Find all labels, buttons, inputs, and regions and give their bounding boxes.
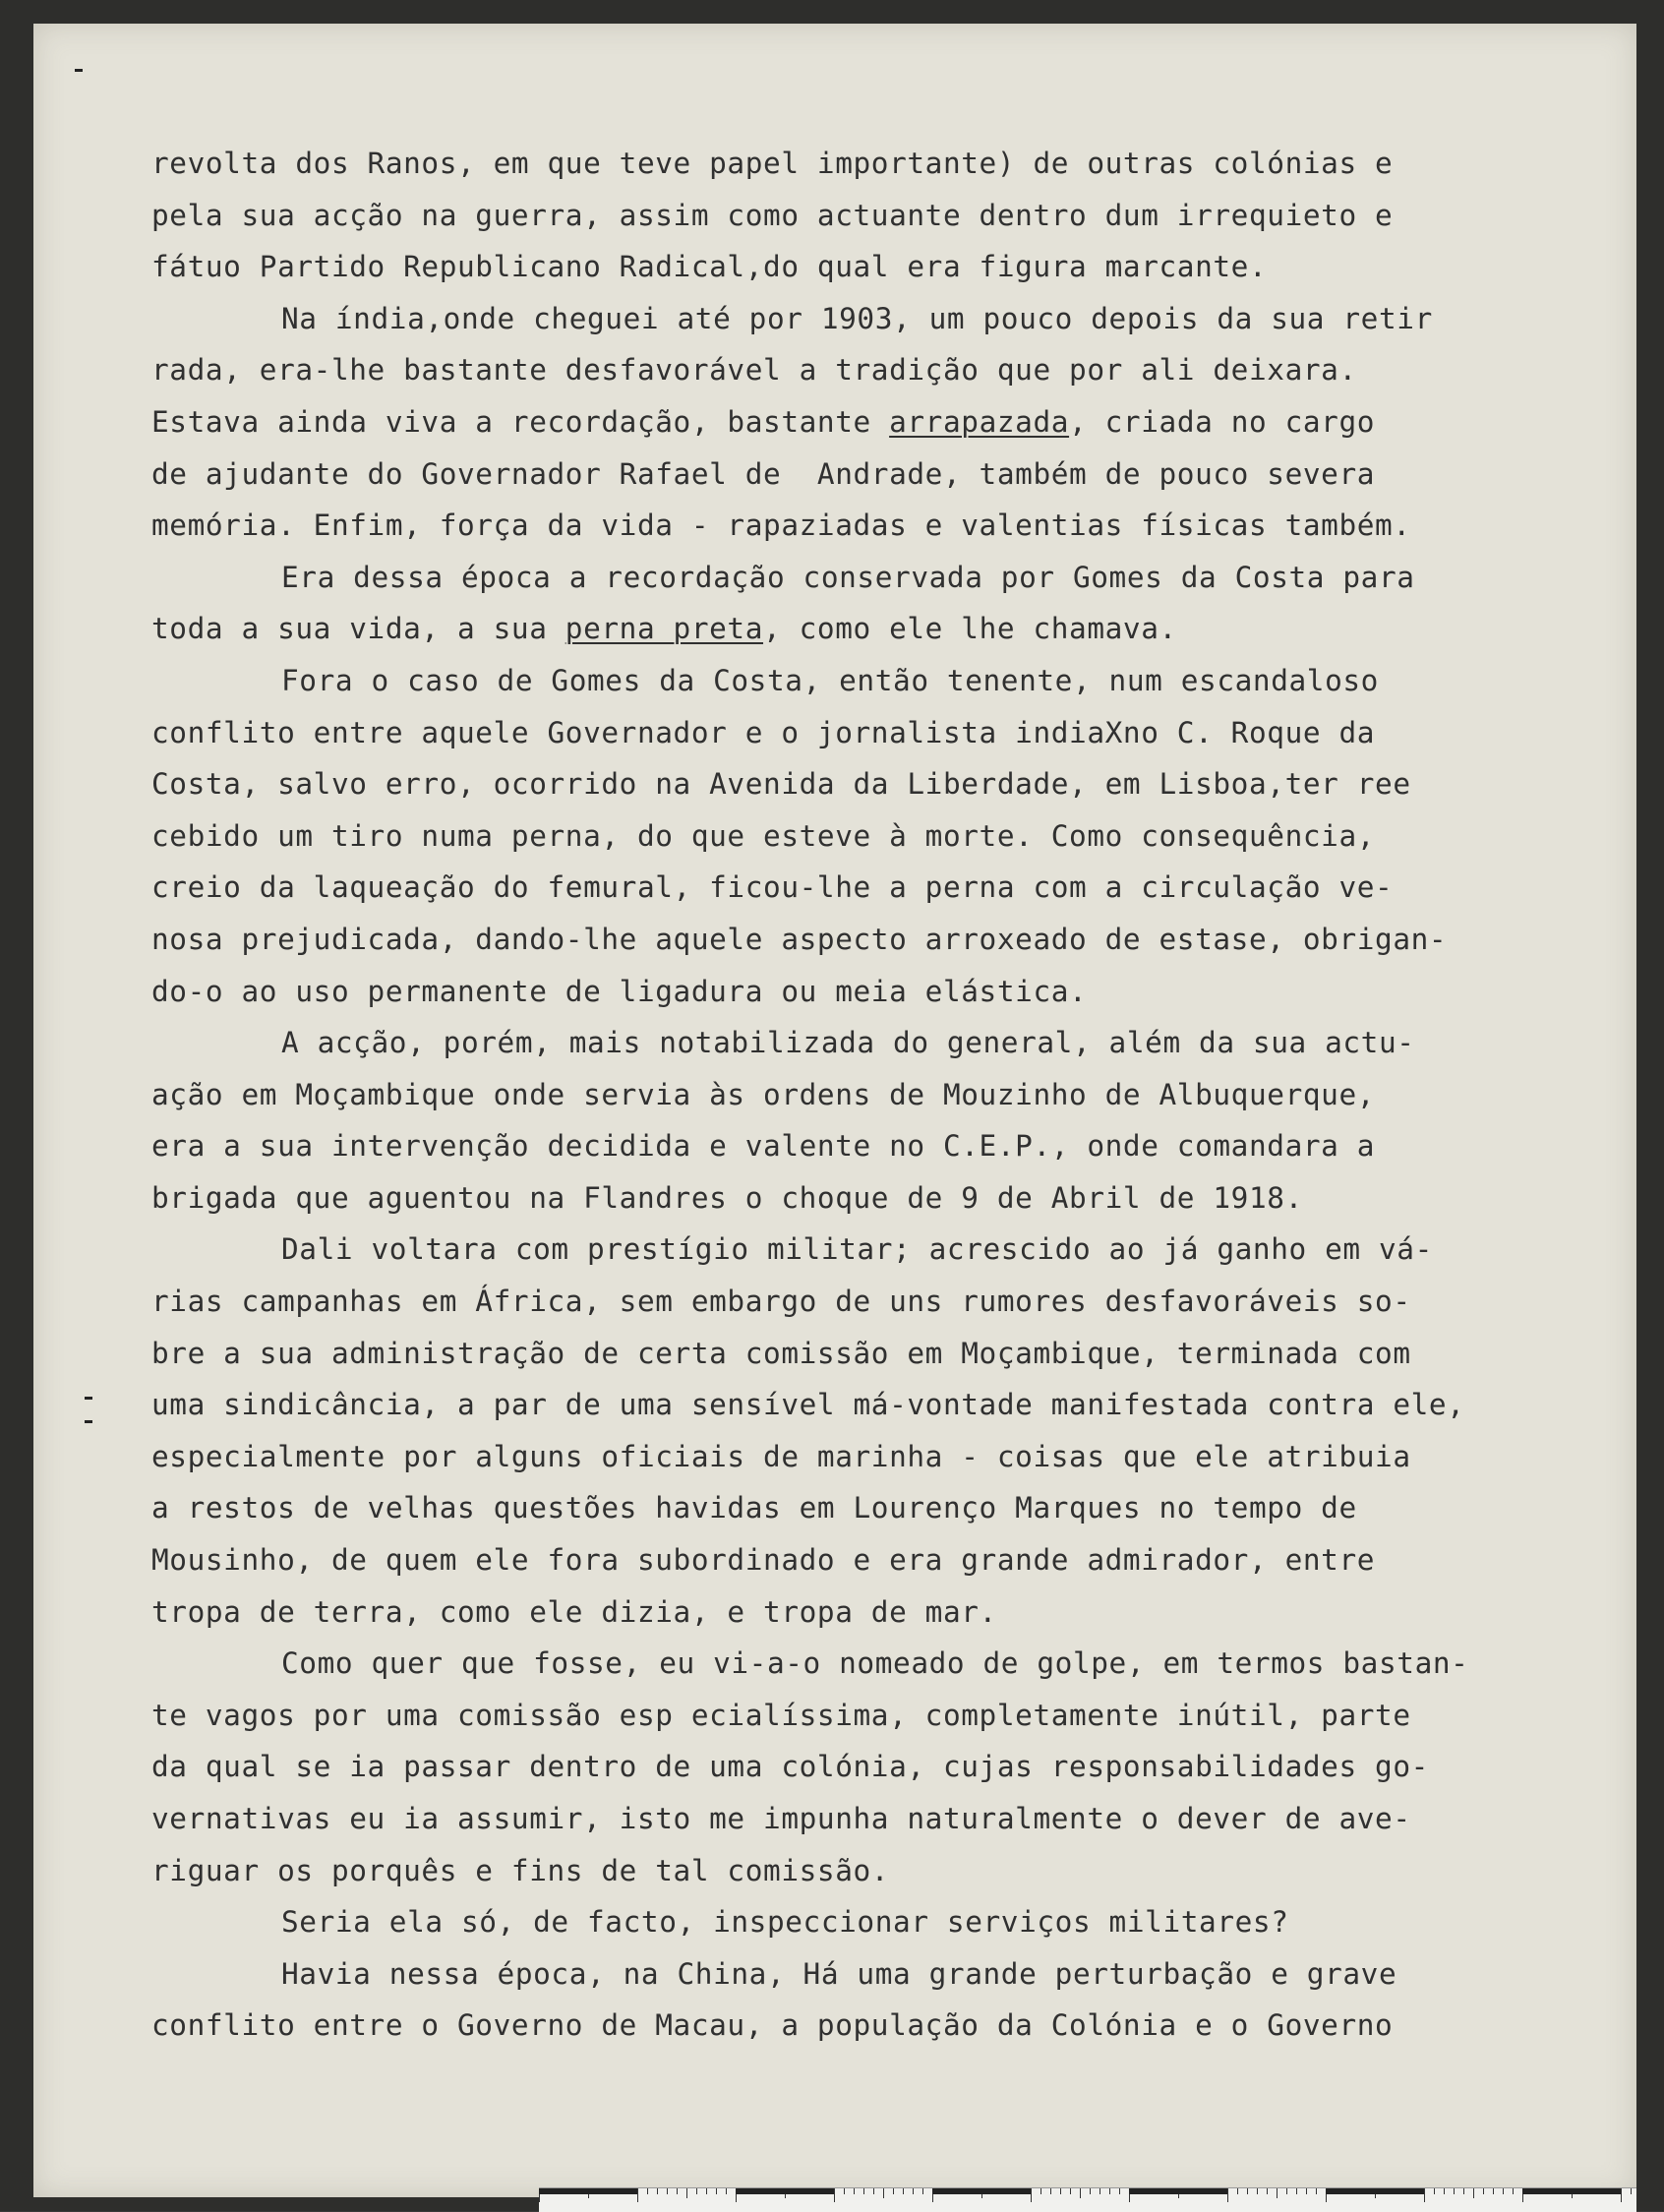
underlined-word: perna preta	[565, 612, 764, 646]
text-line-continuation: , como ele lhe chamava.	[763, 612, 1177, 646]
scale-ruler	[539, 2187, 1636, 2212]
text-line	[151, 1586, 1558, 1639]
text-line-content: uma sindicância, a par de uma sensível má-vontade manifestada contra ele,	[151, 1388, 1465, 1422]
text-line-content: de ajudante do Governador Rafael de Andrade, também de pouco severa	[151, 456, 1376, 491]
ruler-tick	[1473, 2188, 1474, 2198]
text-line-content: nosa prejudicada, dando-lhe aquele aspecto arroxeado de estase, obrigan-	[151, 922, 1448, 956]
text-line	[151, 1534, 1558, 1586]
text-line-content: rada, era-lhe bastante desfavorável a tradição que por ali deixara.	[151, 353, 1357, 388]
ruler-tick	[1267, 2188, 1268, 2194]
text-line-content: da qual se ia passar dentro de uma colónia, cujas responsabilidades go-	[151, 1750, 1429, 1784]
ruler-tick	[1316, 2188, 1317, 2194]
ruler-tick	[1237, 2188, 1238, 2194]
text-line	[151, 293, 1558, 345]
text-line-content: Costa, salvo erro, ocorrido na Avenida da Liberdade, em Lisboa,ter ree	[151, 767, 1411, 802]
text-line-content: Mousinho, de quem ele fora subordinado e era grande admirador, entre	[151, 1543, 1376, 1578]
ruler-tick	[637, 2188, 638, 2202]
ruler-tick	[1483, 2188, 1484, 2194]
ruler-tick	[1424, 2188, 1425, 2202]
ruler-tick	[657, 2188, 658, 2194]
ruler-tick	[844, 2188, 845, 2194]
text-line-content: especialmente por alguns oficiais de marinha - coisas que ele atribuia	[151, 1439, 1411, 1473]
text-line	[151, 1379, 1558, 1431]
text-line-content: Havia nessa época, na China, Há uma grande perturbação e grave	[281, 1956, 1397, 1991]
ruler-tick	[922, 2188, 923, 2194]
text-line	[151, 1896, 1558, 1948]
ruler-tick	[1040, 2188, 1041, 2194]
text-line-content: conflito entre o Governo de Macau, a população da Colónia e o Governo	[151, 2008, 1394, 2043]
ruler-tick	[1090, 2188, 1091, 2194]
ruler-block	[1522, 2188, 1621, 2194]
text-line-content: brigada que aguentou na Flandres o choque de 9 de Abril de 1918.	[151, 1180, 1303, 1215]
ruler-tick	[1031, 2188, 1032, 2202]
ruler-tick	[1247, 2188, 1248, 2194]
ruler-tick	[1227, 2188, 1228, 2202]
text-line	[151, 448, 1558, 501]
ruler-tick	[1080, 2188, 1081, 2198]
ruler-tick	[854, 2188, 855, 2194]
text-line-content: do-o ao uso permanente de ligadura ou meia elástica.	[151, 974, 1088, 1008]
ruler-tick	[1296, 2188, 1297, 2194]
text-line	[151, 1328, 1558, 1380]
text-line-content: te vagos por uma comissão esp ecialíssima, completamente inútil, parte	[151, 1698, 1411, 1732]
text-line-content: Fora o caso de Gomes da Costa, então tenente, num escandaloso	[281, 663, 1379, 697]
ruler-tick	[1099, 2188, 1100, 2194]
text-line-content: revolta dos Ranos, em que teve papel importante) de outras colónias e	[151, 147, 1394, 180]
ruler-tick	[726, 2188, 727, 2194]
ruler-tick	[1109, 2188, 1110, 2194]
text-line	[151, 552, 1558, 604]
text-line	[151, 862, 1558, 914]
ruler-tick	[1286, 2188, 1287, 2194]
ruler-tick	[1621, 2188, 1622, 2202]
text-line-content: pela sua acção na guerra, assim como actuante dentro dum irrequieto e	[151, 198, 1394, 232]
ruler-tick	[677, 2188, 678, 2194]
margin-mark-top	[75, 69, 83, 72]
ruler-tick	[716, 2188, 717, 2194]
text-line	[151, 1017, 1558, 1069]
text-line-continuation: , criada no cargo	[1069, 404, 1376, 439]
text-line	[151, 1793, 1558, 1845]
ruler-tick	[834, 2188, 835, 2202]
ruler-tick	[873, 2188, 874, 2194]
ruler-tick	[1631, 2188, 1632, 2194]
text-line-content: vernativas eu ia assumir, isto me impunha naturalmente o dever de ave-	[151, 1802, 1411, 1835]
margin-mark-lower	[85, 1420, 92, 1423]
ruler-tick	[913, 2188, 914, 2194]
text-line-content: Era dessa época a recordação conservada por Gomes da Costa para	[281, 560, 1415, 594]
ruler-block	[1326, 2188, 1424, 2194]
text-line	[151, 344, 1558, 396]
text-line-content: A acção, porém, mais notabilizada do general, além da sua actu-	[281, 1026, 1415, 1060]
text-line	[151, 2000, 1558, 2052]
text-line	[151, 1276, 1558, 1328]
ruler-block	[1129, 2188, 1227, 2194]
ruler-tick	[667, 2188, 668, 2194]
text-line	[151, 1224, 1558, 1276]
underlined-word: arrapazada	[889, 404, 1070, 439]
ruler-tick	[1503, 2188, 1504, 2194]
text-line	[151, 1482, 1558, 1534]
text-line-content: Na índia,onde cheguei até por 1903, um pouco depois da sua retir	[281, 301, 1433, 335]
text-line-content: riguar os porquês e fins de tal comissão.	[151, 1853, 890, 1887]
text-line	[151, 966, 1558, 1018]
ruler-tick	[1463, 2188, 1464, 2194]
ruler-tick	[1119, 2188, 1120, 2194]
ruler-tick	[1454, 2188, 1455, 2194]
text-line-content: rias campanhas em África, sem embargo de uns rumores desfavoráveis so-	[151, 1285, 1411, 1319]
ruler-block	[932, 2188, 1031, 2194]
document-body	[151, 138, 1558, 2052]
text-line	[151, 758, 1558, 810]
text-line-content: tropa de terra, como ele dizia, e tropa de mar.	[151, 1594, 997, 1629]
text-line-content: cebido um tiro numa perna, do que esteve à morte. Como consequência,	[151, 818, 1376, 853]
ruler-tick	[696, 2188, 697, 2194]
ruler-tick	[863, 2188, 864, 2194]
ruler-tick	[1306, 2188, 1307, 2194]
ruler-block	[539, 2188, 637, 2194]
text-line-content: era a sua intervenção decidida e valente no C.E.P., onde comandara a	[151, 1129, 1376, 1164]
text-line	[151, 810, 1558, 863]
text-line	[151, 1845, 1558, 1897]
text-line-content: bre a sua administração de certa comissão em Moçambique, terminada com	[151, 1336, 1411, 1370]
text-line	[151, 1741, 1558, 1793]
ruler-tick	[893, 2188, 894, 2194]
ruler-tick	[903, 2188, 904, 2194]
text-line	[151, 1120, 1558, 1172]
text-line	[151, 1690, 1558, 1742]
text-line	[151, 914, 1558, 966]
text-line	[151, 138, 1558, 190]
text-line	[151, 1948, 1558, 2001]
text-line-content: conflito entre aquele Governador e o jornalista indiaXno C. Roque da	[151, 715, 1376, 749]
ruler-tick	[1070, 2188, 1071, 2194]
text-line-content: toda a sua vida, a sua	[151, 612, 565, 646]
text-line	[151, 603, 1558, 655]
typewritten-page	[33, 24, 1636, 2197]
ruler-tick	[883, 2188, 884, 2198]
text-line-content: fátuo Partido Republicano Radical,do qual era figura marcante.	[151, 250, 1268, 284]
text-line-content: ação em Moçambique onde servia às ordens de Mouzinho de Albuquerque,	[151, 1077, 1376, 1111]
text-line	[151, 1172, 1558, 1225]
ruler-tick	[1434, 2188, 1435, 2194]
text-line	[151, 500, 1558, 552]
text-line-content: Dali voltara com prestígio militar; acrescido ao já ganho em vá-	[281, 1232, 1433, 1267]
text-line-content: Estava ainda viva a recordação, bastante	[151, 404, 890, 439]
text-line	[151, 1638, 1558, 1690]
text-line	[151, 241, 1558, 293]
text-line-content: Seria ela só, de facto, inspeccionar serviços militares?	[281, 1905, 1289, 1940]
text-line-content: a restos de velhas questões havidas em Lourenço Marques no tempo de	[151, 1491, 1357, 1525]
ruler-tick	[1444, 2188, 1445, 2194]
text-line-content: creio da laqueação do femural, ficou-lhe a perna com a circulação ve-	[151, 870, 1394, 905]
text-line	[151, 1431, 1558, 1483]
text-line	[151, 707, 1558, 759]
ruler-tick	[1513, 2188, 1514, 2194]
text-line	[151, 1069, 1558, 1121]
text-line-content: memória. Enfim, força da vida - rapaziadas e valentias físicas também.	[151, 508, 1411, 543]
text-line	[151, 655, 1558, 707]
ruler-tick	[1257, 2188, 1258, 2194]
ruler-block	[736, 2188, 834, 2194]
ruler-tick	[706, 2188, 707, 2194]
ruler-tick	[647, 2188, 648, 2194]
ruler-tick	[1060, 2188, 1061, 2194]
text-line-content: Como quer que fosse, eu vi-a-o nomeado de golpe, em termos bastan-	[281, 1646, 1469, 1681]
ruler-tick	[686, 2188, 687, 2198]
margin-mark-middle	[85, 1397, 92, 1400]
text-line	[151, 190, 1558, 242]
text-line	[151, 396, 1558, 448]
ruler-tick	[1050, 2188, 1051, 2194]
ruler-tick	[1277, 2188, 1278, 2198]
ruler-tick	[1493, 2188, 1494, 2194]
